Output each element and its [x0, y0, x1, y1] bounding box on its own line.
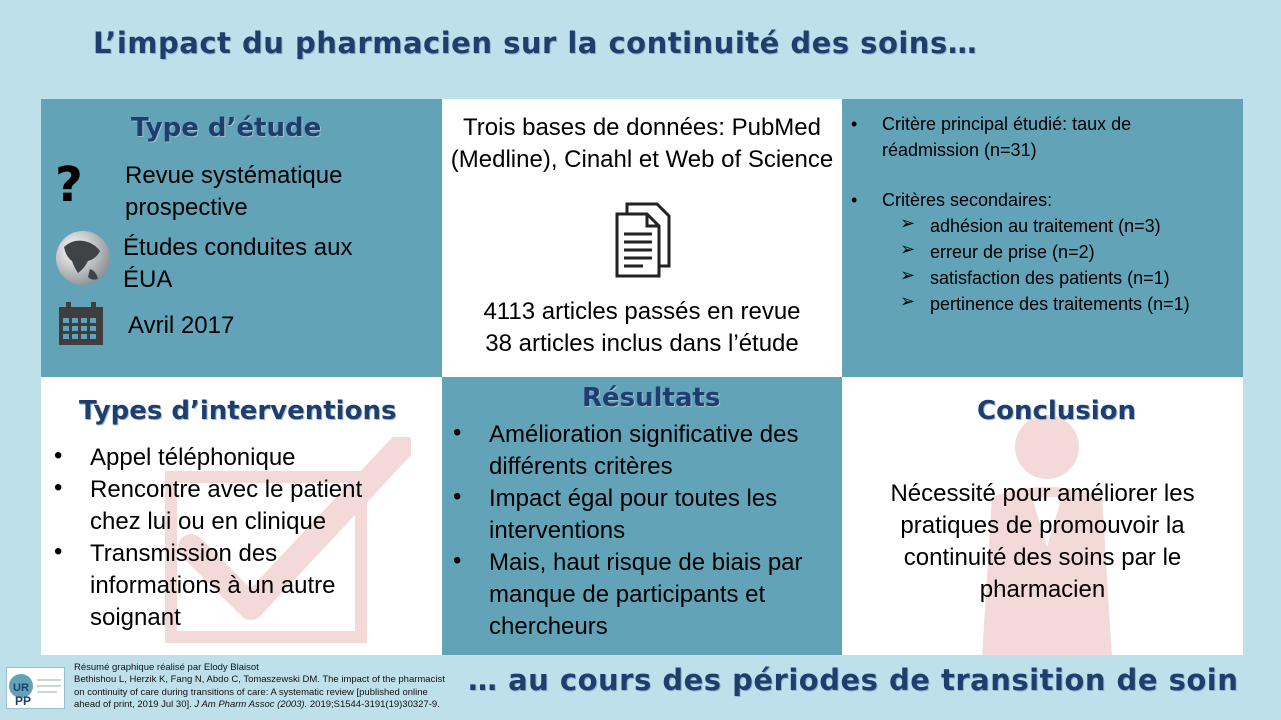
citation-line: ahead of print, 2019 Jul 30]. J Am Pharm Assoc (2003). 2019;S1544-3191(19)30327-9. [74, 699, 440, 711]
intervention-item: Rencontre avec le patient chez lui ou en clinique [90, 476, 363, 535]
study-design-text: Revue systématique prospective [125, 162, 343, 221]
interventions-panel [41, 377, 442, 655]
bullet-icon: • [453, 483, 462, 510]
arrow-bullet-icon: ➢ [900, 213, 916, 233]
logo-mark-icon [7, 668, 64, 708]
secondary-criterion: adhésion au traitement (n=3) [930, 216, 1161, 236]
intervention-item: Appel téléphonique [90, 444, 296, 471]
results-heading: Résultats [582, 383, 721, 413]
result-item: Mais, haut risque de biais par manque de participants et chercheurs [489, 549, 803, 640]
databases-panel [442, 99, 842, 377]
document-icon [613, 202, 673, 278]
conclusion-text: Nécessité pour améliorer les pratiques de promouvoir la continuité des soins par le pharmacien [890, 480, 1195, 603]
citation-line: Bethishou L, Herzik K, Fang N, Abdo C, Tomaszewski DM. The impact of the pharmacist [74, 674, 445, 686]
citation [74, 662, 464, 712]
secondary-criterion: erreur de prise (n=2) [930, 242, 1095, 262]
articles-included-text: 38 articles inclus dans l’étude [485, 330, 799, 357]
question-mark-icon: ? [55, 157, 83, 213]
globe-icon [54, 229, 112, 287]
urpp-logo [6, 667, 65, 709]
svg-text:PP: PP [15, 694, 32, 708]
study-date-text: Avril 2017 [128, 312, 235, 339]
journal-name: J Am Pharm Assoc (2003). [194, 699, 308, 711]
conclusion-panel [842, 377, 1243, 655]
svg-text:UR: UR [13, 682, 29, 694]
criteria-panel [842, 99, 1243, 377]
conclusion-heading: Conclusion [977, 396, 1137, 426]
study-location-text: Études conduites aux ÉUA [123, 234, 353, 293]
results-panel [442, 377, 842, 655]
secondary-criteria-label: Critères secondaires: [882, 190, 1053, 210]
arrow-bullet-icon: ➢ [900, 265, 916, 285]
study-type-panel [41, 99, 442, 377]
articles-reviewed-text: 4113 articles passés en revue [483, 298, 801, 325]
arrow-bullet-icon: ➢ [900, 291, 916, 311]
bullet-icon: • [851, 190, 858, 210]
secondary-criterion: satisfaction des patients (n=1) [930, 268, 1170, 288]
calendar-icon [58, 302, 104, 346]
result-item: Amélioration significative des différents critères [489, 421, 799, 480]
study-type-heading: Type d’étude [131, 113, 322, 143]
bullet-icon: • [851, 114, 858, 134]
bullet-icon: • [54, 474, 63, 501]
bullet-icon: • [453, 419, 462, 446]
author-line: Résumé graphique réalisé par Elody Blaisot [74, 662, 259, 673]
arrow-bullet-icon: ➢ [900, 239, 916, 259]
bullet-icon: • [453, 547, 462, 574]
primary-criterion-text: Critère principal étudié: taux de réadmission (n=31) [882, 114, 1132, 160]
result-item: Impact égal pour toutes les interventions [489, 485, 778, 544]
secondary-criterion: pertinence des traitements (n=1) [930, 294, 1190, 314]
databases-text: Trois bases de données: PubMed (Medline), Cinahl et Web of Science [450, 114, 834, 173]
intervention-item: Transmission des informations à un autre soignant [90, 540, 336, 631]
bullet-icon: • [54, 442, 63, 469]
page-subtitle: … au cours des périodes de transition de soin [468, 663, 1239, 697]
page-title: L’impact du pharmacien sur la continuité des soins… [93, 26, 978, 60]
bullet-icon: • [54, 538, 63, 565]
citation-line: on continuity of care during transitions of care: A systematic review [published online [74, 686, 428, 698]
interventions-heading: Types d’interventions [79, 396, 397, 426]
